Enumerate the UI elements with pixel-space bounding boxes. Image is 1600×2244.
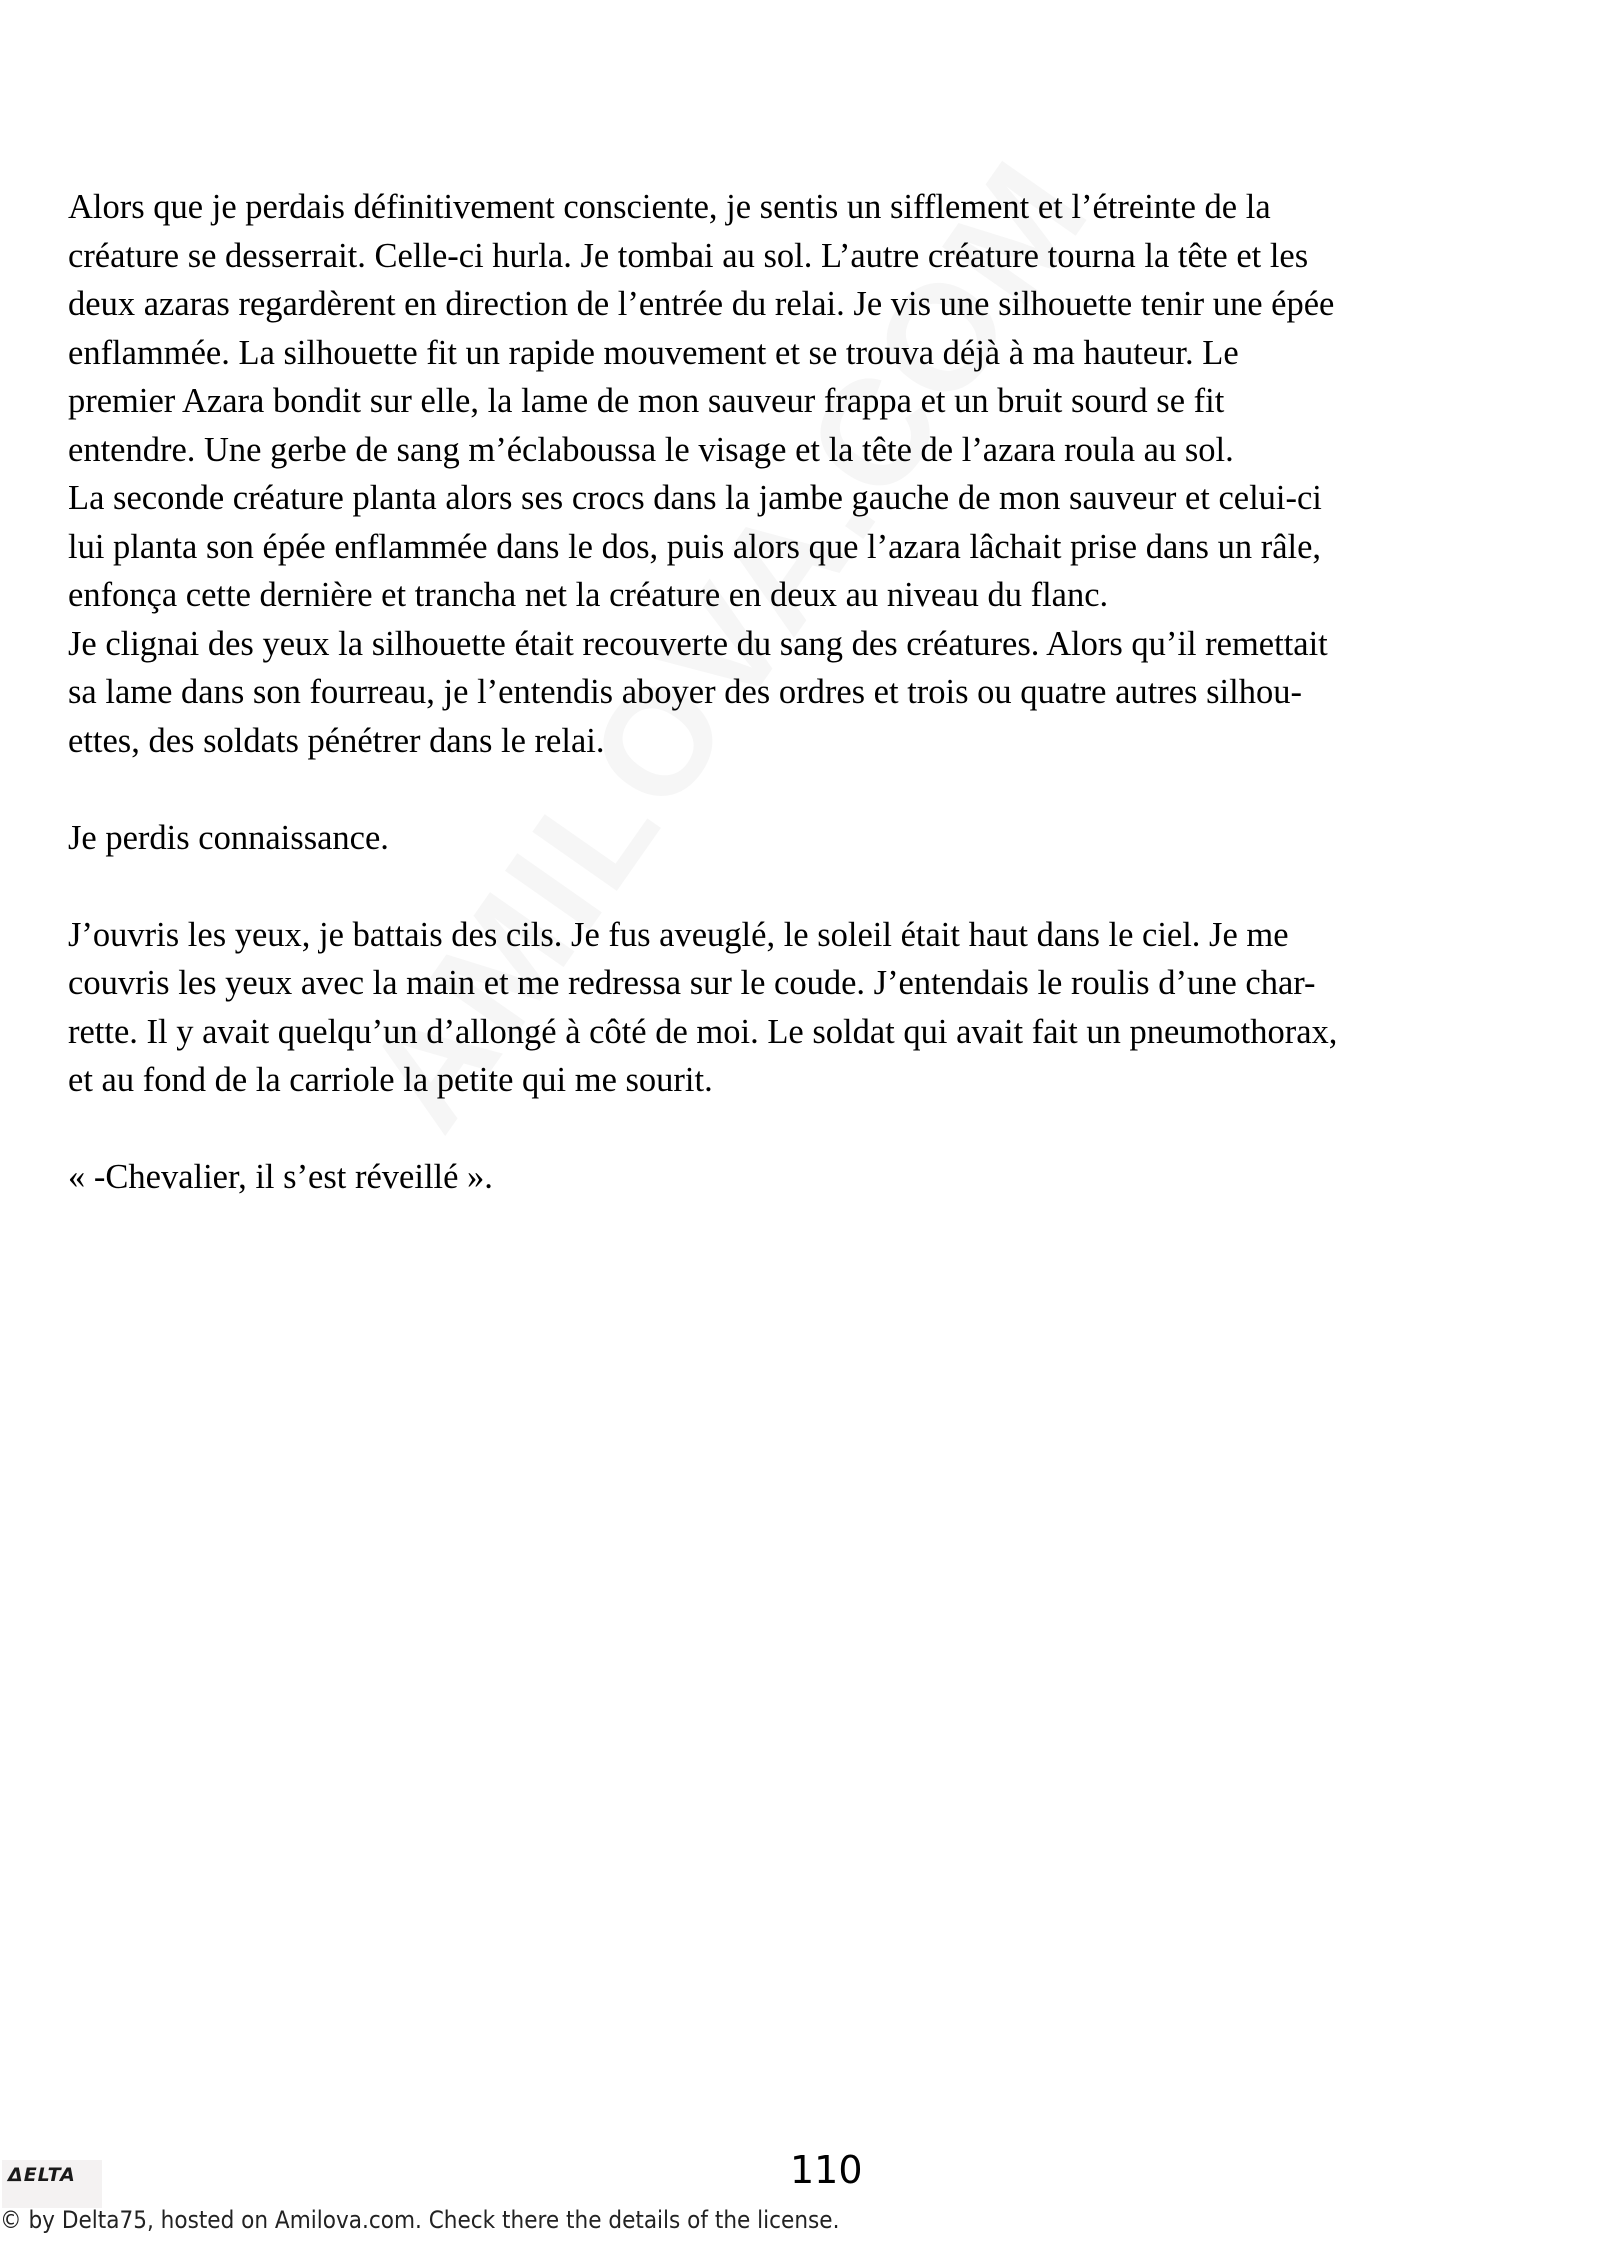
text-line: Je perdis connaissance. [68,818,389,857]
text-line: deux azaras regardèrent en direction de l’entrée du relai. Je vis une silhouette tenir une épée [68,285,1335,323]
text-line: et au fond de la carriole la petite qui me sourit. [68,1061,713,1099]
text-line: rette. Il y avait quelqu’un d’allongé à côté de moi. Le soldat qui avait fait un pneumothorax, [68,1012,1338,1051]
paragraph-spacer [68,1105,1568,1154]
text-line: ettes, des soldats pénétrer dans le relai. [68,721,605,760]
delta-logo [2,2160,102,2208]
paragraph-2 [68,814,1568,863]
text-line: enflammée. La silhouette fit un rapide mouvement et se trouva déjà à ma hauteur. Le [68,333,1239,372]
text-line: entendre. Une gerbe de sang m’éclaboussa le visage et la tête de l’azara roula au sol. [68,430,1234,469]
text-line: Je clignai des yeux la silhouette était recouverte du sang des créatures. Alors qu’il remettait [68,624,1328,663]
paragraph-spacer [68,765,1568,814]
text-line: « -Chevalier, il s’est réveillé ». [68,1158,493,1196]
text-line: lui planta son épée enflammée dans le dos, puis alors que l’azara lâchait prise dans un râle, [68,527,1322,566]
paragraph-spacer [68,862,1568,911]
paragraph-1 [68,183,1568,765]
text-line: créature se desserrait. Celle-ci hurla. Je tombai au sol. L’autre créature tourna la tête et les [68,236,1309,275]
page-body [68,183,1568,1202]
text-line: La seconde créature planta alors ses crocs dans la jambe gauche de mon sauveur et celui-ci [68,479,1322,517]
paragraph-3 [68,911,1568,1105]
text-line: J’ouvris les yeux, je battais des cils. Je fus aveuglé, le soleil était haut dans le ciel. Je me [68,915,1289,954]
copyright-notice: © by Delta75, hosted on Amilova.com. Check there the details of the license. [0,2206,840,2234]
text-line: sa lame dans son fourreau, je l’entendis aboyer des ordres et trois ou quatre autres silhou- [68,673,1302,711]
logo-text: ΔELTA [8,2164,76,2186]
text-line: premier Azara bondit sur elle, la lame de mon sauveur frappa et un bruit sourd se fit [68,382,1225,420]
text-line: Alors que je perdais définitivement consciente, je sentis un sifflement et l’étreinte de la [68,188,1271,226]
text-line: couvris les yeux avec la main et me redressa sur le coude. J’entendais le roulis d’une char- [68,964,1316,1002]
page-number: 110 [790,2148,863,2192]
paragraph-4 [68,1153,1568,1202]
text-line: enfonça cette dernière et trancha net la créature en deux au niveau du flanc. [68,576,1109,614]
